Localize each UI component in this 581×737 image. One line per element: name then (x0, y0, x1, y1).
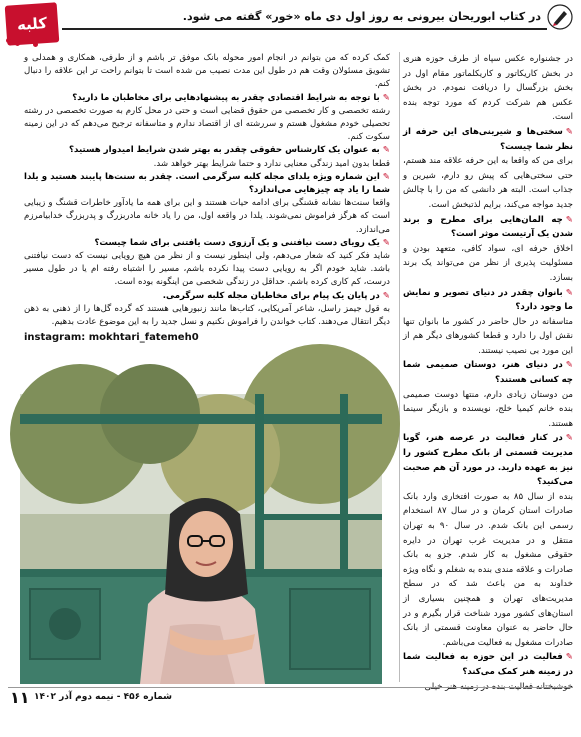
question-text: سختی‌ها و شیرینی‌های این حرفه از نظر شما چیست؟ (403, 126, 573, 152)
answer-paragraph: کمک کرده که من بتوانم در انجام امور محوله بانک موفق تر باشم و از طرفی، همکاری و همدلی و تشویق مسئولان وقت هم در طول این مدت نصیب من شده است تا بتوانم راحت تر این علاقه را دنبال کنم. (24, 53, 390, 90)
footer-rule (8, 687, 573, 688)
answer-paragraph: رشته تخصصی و کار تخصصی من حقوق قضایی است و حتی در محل کارم به صورت تخصصی در رشته تحصیلی خودم مشغول هستم و سررشته ای از اقتصاد ندارم و متاسفانه ترجیح می‌دهم که در این زمینه سکوت کنم. (24, 105, 390, 143)
interview-question (24, 92, 390, 105)
interview-question (24, 171, 390, 197)
interview-question (403, 431, 573, 489)
header-title: در کتاب ابوریحان بیرونی به روز اول دی ماه «خور» گفته می شود. (182, 10, 541, 23)
instagram-handle: instagram: mokhtari_fatemeh0 (24, 332, 199, 344)
pen-icon (547, 4, 573, 30)
question-text: در پایان یک پیام برای مخاطبان مجله کلبه سرگرمی. (162, 290, 380, 301)
issue-info: شماره ۴۵۶ - نیمه دوم آذر ۱۴۰۲ (34, 692, 173, 702)
page-header (0, 0, 581, 56)
right-column (403, 52, 573, 680)
interview-question (403, 213, 573, 242)
answer-paragraph: اخلاق حرفه ای، سواد کافی، متعهد بودن و مسئولیت پذیری از نظر من می‌تواند یک برند بسازد. (403, 243, 573, 283)
interview-question (403, 358, 573, 387)
interview-question (24, 237, 390, 250)
red-pencil-icon: ✎ (565, 652, 573, 663)
interview-photo (20, 394, 382, 684)
question-text: چه المان‌هایی برای مطرح و برند شدن یک آرتیست موثر است؟ (403, 214, 573, 240)
red-pencil-icon: ✎ (565, 126, 573, 137)
left-column (24, 52, 390, 374)
interview-question (403, 286, 573, 315)
red-pencil-icon: ✎ (565, 287, 573, 298)
red-pencil-icon: ✎ (382, 290, 390, 301)
interview-question (403, 650, 573, 679)
question-text: به عنوان یک کارشناس حقوقی چقدر به بهتر شدن شرایط امیدوار هستید؟ (69, 145, 380, 156)
question-text: در کنار فعالیت در عرصه هنر، گویا مدیریت قسمتی از بانک مطرح کشور را نیز به عهده دارید. در مورد آن هم صحبت می‌کنید؟ (403, 433, 573, 488)
question-text: در دنیای هنر، دوستان صمیمی شما چه کسانی هستند؟ (403, 360, 573, 386)
question-text: فعالیت در این حوزه به فعالیت شما در زمینه هنر کمک می‌کند؟ (403, 652, 573, 677)
red-pencil-icon: ✎ (565, 360, 573, 371)
interview-question (24, 144, 390, 157)
answer-paragraph: شاید فکر کنید که شعار می‌دهم، ولی اینطور نیست و از نظر من هیچ رویایی نیست که دست نیافتنی باشد. شاید خودم اگر به رویایی دست پیدا نکرده باشم، مسیر را اشتباه رفته ام یا در طول مسیر درست، کم کاری کرده باشم. حداقل در زندگی شخصی من اینگونه بوده است. (24, 251, 390, 288)
answer-paragraph: برای من که واقعا به این حرفه علاقه مند هستم، حتی سختی‌هایی که پیش رو دارم، شیرین و جذاب است. البته هر دانشی که من را با چالش جدید مواجه می‌کند، برایم لذتبخش است. (403, 156, 573, 210)
answer-paragraph: واقعا سنت‌ها نشانه قشنگی برای ادامه حیات هستند و این برای همه ما یادآور خاطرات قشنگ و زیبایی است که هرگز فراموش نمی‌شوند. یلدا در واقعه اول، من را یاد خانه مادربزرگ و پدربزرگ خدابیامرزم می‌اندازد. (24, 198, 390, 235)
red-pencil-icon: ✎ (565, 433, 573, 444)
answer-paragraph: متاسفانه در حال حاضر در کشور ما بانوان تنها نقش اول را دارد و قطعا کشورهای دیگر هم از این مورد بی نصیب نیستند. (403, 316, 573, 356)
logo-dots (2, 36, 62, 48)
answer-paragraph: به قول جیمز راسل، شاعر آمریکایی، کتاب‌ها مانند زنبورهایی هستند که گرده گل‌ها را از ذهنی به ذهن دیگر انتقال می‌دهند. کتاب خواندن را فراموش نکنیم و نسل جدید را به این موضوع عادت بدهیم. (24, 303, 390, 328)
red-pencil-icon: ✎ (382, 145, 390, 156)
question-text: یک رویای دست نیافتنی و یک آرزوی دست یافتنی برای شما چیست؟ (94, 237, 380, 248)
question-text: با توجه به شرایط اقتصادی چقدر به پیشنهادهایی برای مخاطبان ما دارید؟ (72, 92, 380, 103)
red-pencil-icon: ✎ (382, 237, 390, 248)
logo-text: کلبه (16, 13, 48, 35)
answer-paragraph: من دوستان زیادی دارم، منتها دوست صمیمی بنده خانم کیمیا خلج، نویسنده و بازیگر سینما هستند. (403, 389, 573, 429)
red-pencil-icon: ✎ (382, 92, 390, 103)
answer-paragraph: بنده از سال ۸۵ به صورت افتخاری وارد بانک صادرات استان کرمان و در سال ۸۷ استخدام رسمی این بانک شدم. در سال ۹۰ به تهران منتقل و در مدیریت غرب تهران در دایره حقوقی مشغول به کار شدم. جزو به بانک صادرات و علاقه مندی بنده به شغلم و نگاه ویژه خداوند به من باعث شد که در سطح مدیریت‌های تهران و همچنین بسیاری از استان‌های کشور مورد شناخت قرار بگیرم و در حال حاضر به عنوان معاونت قسمتی از بانک صادرات مشغول به فعالیت می‌باشم. (403, 491, 574, 648)
answer-paragraph: قطعا بدون امید زندگی معنایی ندارد و حتما شرایط بهتر خواهد شد. (153, 158, 390, 169)
column-divider (399, 52, 400, 682)
red-pencil-icon: ✎ (382, 171, 390, 182)
page-number: ۱۱ (10, 688, 30, 707)
question-text: این شماره ویژه یلدای مجله کلبه سرگرمی است. چقدر به سنت‌ها پایبند هستید و یلدا شما را یاد چه چیزهایی می‌اندازد؟ (24, 171, 390, 196)
answer-paragraph: در جشنواره عکس سپاه از طرف حوزه هنری در بخش کاریکاتور و کاریکلماتور مقام اول در بخش بزرگسال را دریافت نمودم. در بخش عکس هم شرکت کردم که مورد توجه بنده است. (403, 54, 573, 123)
question-text: بانوان چقدر در دنیای تصویر و نمایش ما وجود دارد؟ (403, 287, 573, 313)
interview-question (24, 290, 390, 303)
interview-question (403, 125, 573, 154)
header-rule (62, 28, 547, 30)
red-pencil-icon: ✎ (565, 214, 573, 225)
